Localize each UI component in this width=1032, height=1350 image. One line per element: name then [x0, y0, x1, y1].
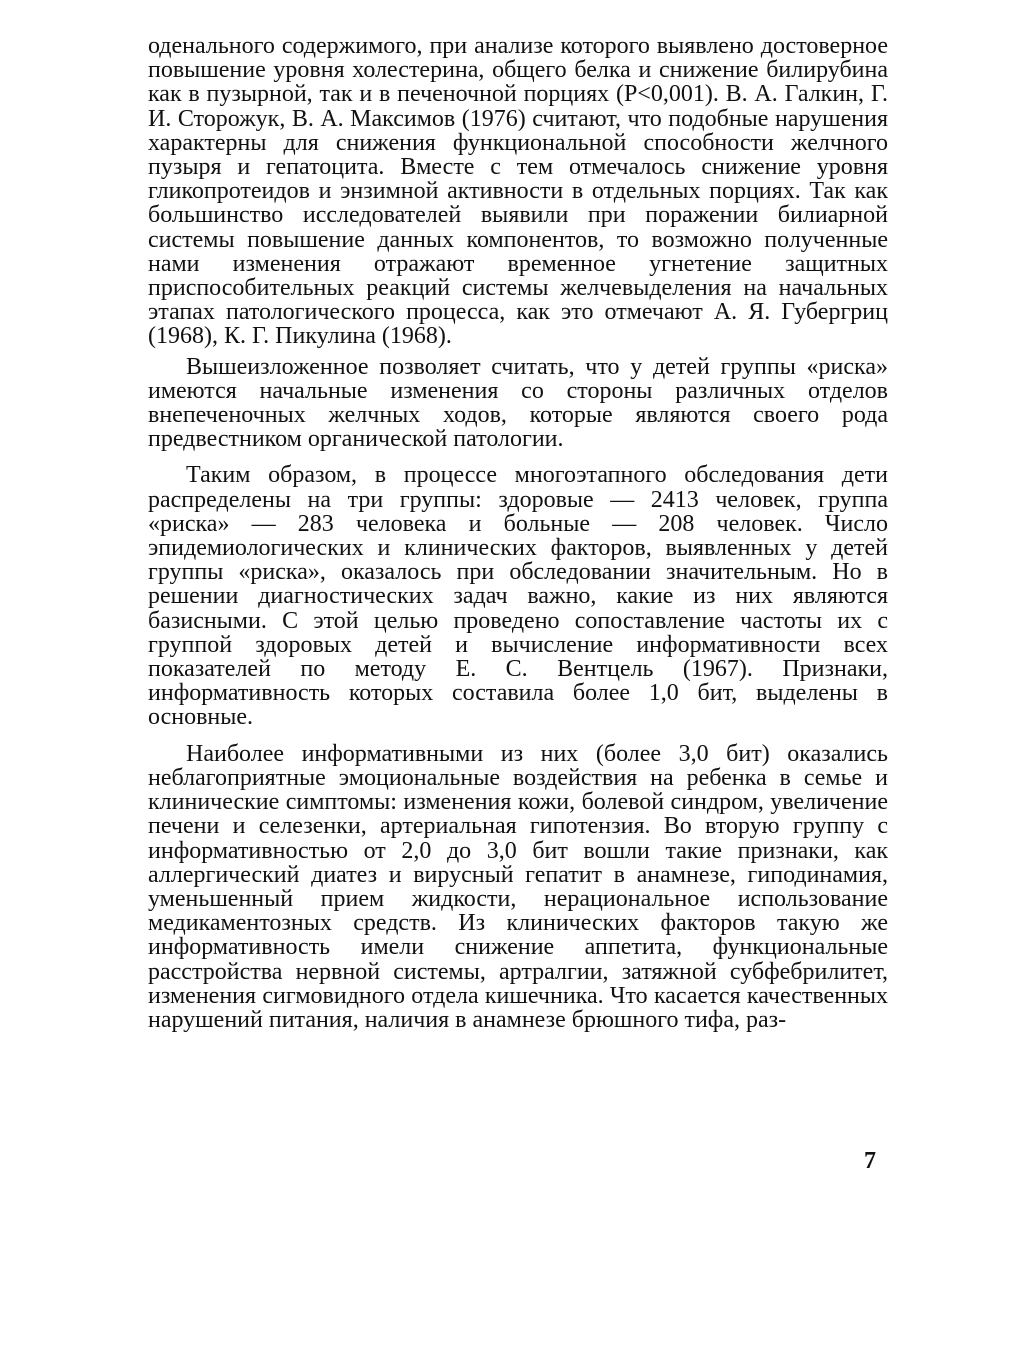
paragraph: Таким образом, в процессе многоэтапного обследования дети распределены на три группы: здоровые — 2413 человек, группа «риска» — 283 человека и больные — 208 человек. Число эпидемиологических и клинических факторов, выявленных у детей группы «риска», оказалось при обследовании значительным. Но в решении диагностических задач важно, какие из них являются базисными. С этой целью проведено сопоставление частоты их с группой здоровых детей и вычисление информативности всех показателей по методу Е. С. Вентцель (1967). Признаки, информативность которых составила более 1,0 бит, выделены в основные.: [148, 462, 888, 731]
paragraph: Вышеизложенное позволяет считать, что у детей группы «риска» имеются начальные изменения со стороны различных отделов внепеченочных желчных ходов, которые являются своего рода предвестником органической патологии.: [148, 353, 888, 453]
page-body: [148, 34, 888, 1032]
page-number: 7: [864, 1148, 876, 1174]
paragraph: Наиболее информативными из них (более 3,0 бит) оказались неблагоприятные эмоциональные воздействия на ребенка в семье и клинические симптомы: изменения кожи, болевой синдром, увеличение печени и селезенки, артериальная гипотензия. Во вторую группу с информативностью от 2,0 до 3,0 бит вошли такие признаки, как аллергический диатез и вирусный гепатит в анамнезе, гиподинамия, уменьшенный прием жидкости, нерациональное использование медикаментозных средств. Из клинических факторов такую же информативность имели снижение аппетита, функциональные расстройства нервной системы, артралгии, затяжной субфебрилитет, изменения сигмовидного отдела кишечника. Что касается качественных нарушений питания, наличия в анамнезе брюшного тифа, раз-: [148, 740, 888, 1033]
paragraph: оденального содержимого, при анализе которого выявлено достоверное повышение уровня холестерина, общего белка и снижение билирубина как в пузырной, так и в печеночной порциях (P<0,001). В. А. Галкин, Г. И. Сторожук, В. А. Максимов (1976) считают, что подобные нарушения характерны для снижения функциональной способности желчного пузыря и гепатоцита. Вместе с тем отмечалось снижение уровня гликопротеидов и энзимной активности в отдельных порциях. Так как большинство исследователей выявили при поражении билиарной системы повышение данных компонентов, то возможно полученные нами изменения отражают временное угнетение защитных приспособительных реакций системы желчевыделения на начальных этапах патологического процесса, как это отмечают А. Я. Губергриц (1968), К. Г. Пикулина (1968).: [148, 33, 888, 350]
